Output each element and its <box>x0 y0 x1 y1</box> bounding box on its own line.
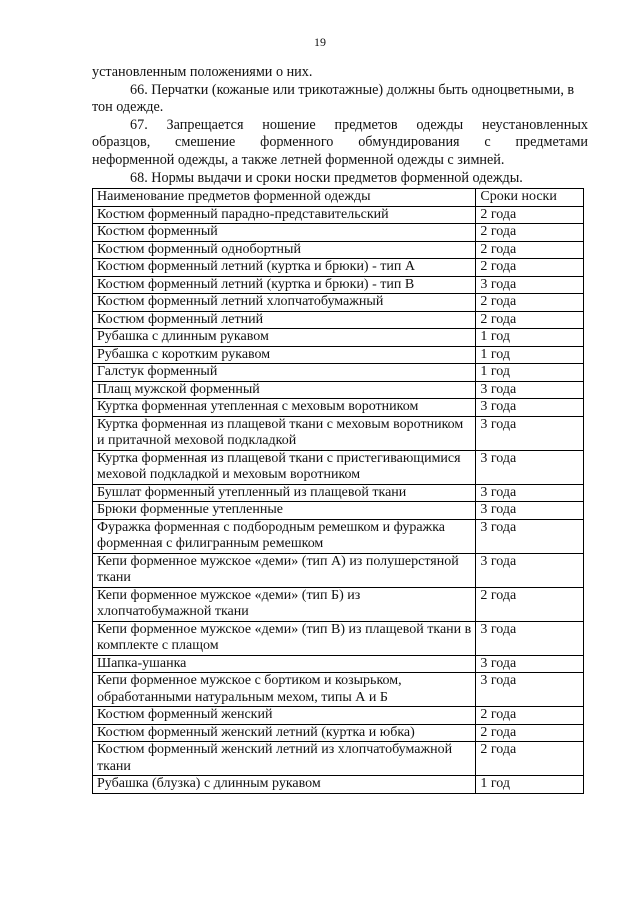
header-wear-period: Сроки носки <box>476 189 584 207</box>
page-number: 19 <box>314 35 326 49</box>
cell-item-name: Куртка форменная из плащевой ткани с пристегивающимися меховой подкладкой и меховым воротником <box>93 450 476 484</box>
table-header-row <box>93 189 584 207</box>
table-row <box>93 311 584 329</box>
table-row <box>93 707 584 725</box>
table-row <box>93 776 584 794</box>
table-row <box>93 621 584 655</box>
cell-item-name: Рубашка (блузка) с длинным рукавом <box>93 776 476 794</box>
body-text <box>92 64 588 187</box>
cell-item-name: Рубашка с коротким рукавом <box>93 346 476 364</box>
cell-item-name: Фуражка форменная с подбородным ремешком и фуражка форменная с филигранным ремешком <box>93 519 476 553</box>
cell-wear-period: 3 года <box>476 276 584 294</box>
cell-item-name: Кепи форменное мужское с бортиком и козырьком, обработанными натуральным мехом, типы А и Б <box>93 673 476 707</box>
cell-item-name: Шапка-ушанка <box>93 655 476 673</box>
cell-item-name: Костюм форменный летний <box>93 311 476 329</box>
paragraph-66: 66. Перчатки (кожаные или трикотажные) должны быть одноцветными, в тон одежде. <box>92 81 575 116</box>
cell-wear-period: 3 года <box>476 621 584 655</box>
table-row <box>93 655 584 673</box>
header-item-name: Наименование предметов форменной одежды <box>93 189 476 207</box>
cell-item-name: Костюм форменный женский летний (куртка и юбка) <box>93 724 476 742</box>
table-row <box>93 724 584 742</box>
cell-item-name: Костюм форменный <box>93 224 476 242</box>
table-row <box>93 502 584 520</box>
cell-item-name: Костюм форменный парадно-представительский <box>93 206 476 224</box>
cell-item-name: Куртка форменная из плащевой ткани с меховым воротником и притачной меховой подкладкой <box>93 416 476 450</box>
table-row <box>93 364 584 382</box>
table-row <box>93 241 584 259</box>
table-row <box>93 416 584 450</box>
table-row <box>93 206 584 224</box>
cell-wear-period: 2 года <box>476 259 584 277</box>
cell-wear-period: 2 года <box>476 311 584 329</box>
cell-wear-period: 2 года <box>476 241 584 259</box>
cell-wear-period: 3 года <box>476 450 584 484</box>
table-row <box>93 276 584 294</box>
cell-item-name: Костюм форменный женский <box>93 707 476 725</box>
table-row <box>93 484 584 502</box>
cell-wear-period: 3 года <box>476 673 584 707</box>
cell-item-name: Галстук форменный <box>93 364 476 382</box>
table-row <box>93 329 584 347</box>
cell-item-name: Рубашка с длинным рукавом <box>93 329 476 347</box>
table-row <box>93 553 584 587</box>
cell-item-name: Плащ мужской форменный <box>93 381 476 399</box>
cell-wear-period: 3 года <box>476 416 584 450</box>
cell-wear-period: 2 года <box>476 742 584 776</box>
cell-wear-period: 3 года <box>476 655 584 673</box>
table-row <box>93 673 584 707</box>
cell-item-name: Кепи форменное мужское «деми» (тип В) из плащевой ткани в комплекте с плащом <box>93 621 476 655</box>
cell-item-name: Костюм форменный летний хлопчатобумажный <box>93 294 476 312</box>
cell-item-name: Костюм форменный однобортный <box>93 241 476 259</box>
table-row <box>93 224 584 242</box>
cell-wear-period: 3 года <box>476 381 584 399</box>
cell-wear-period: 2 года <box>476 206 584 224</box>
cell-item-name: Кепи форменное мужское «деми» (тип Б) из хлопчатобумажной ткани <box>93 587 476 621</box>
table-row <box>93 742 584 776</box>
paragraph-67-line-1: 67. Запрещается ношение предметов одежды неустановленных <box>130 116 588 133</box>
table-row <box>93 294 584 312</box>
table-row <box>93 259 584 277</box>
cell-item-name: Куртка форменная утепленная с меховым воротником <box>93 399 476 417</box>
table-row <box>93 587 584 621</box>
cell-wear-period: 2 года <box>476 724 584 742</box>
paragraph-68: 68. Нормы выдачи и сроки носки предметов форменной одежды. <box>130 169 523 186</box>
cell-wear-period: 2 года <box>476 294 584 312</box>
cell-item-name: Кепи форменное мужское «деми» (тип А) из полушерстяной ткани <box>93 553 476 587</box>
uniform-norms-table <box>92 188 584 794</box>
cell-wear-period: 3 года <box>476 502 584 520</box>
cell-wear-period: 3 года <box>476 484 584 502</box>
cell-wear-period: 3 года <box>476 519 584 553</box>
cell-item-name: Костюм форменный летний (куртка и брюки) - тип А <box>93 259 476 277</box>
cell-wear-period: 1 год <box>476 346 584 364</box>
cell-item-name: Бушлат форменный утепленный из плащевой ткани <box>93 484 476 502</box>
cell-wear-period: 2 года <box>476 224 584 242</box>
cell-item-name: Брюки форменные утепленные <box>93 502 476 520</box>
cell-wear-period: 1 год <box>476 364 584 382</box>
cell-wear-period: 3 года <box>476 553 584 587</box>
table-row <box>93 450 584 484</box>
table-row <box>93 381 584 399</box>
table-row <box>93 519 584 553</box>
paragraph-67-line-3: неформенной одежды, а также летней форменной одежды с зимней. <box>92 151 505 168</box>
paragraph-continuation: установленным положениями о них. <box>92 64 313 80</box>
cell-wear-period: 3 года <box>476 399 584 417</box>
table-body <box>93 206 584 793</box>
cell-wear-period: 2 года <box>476 707 584 725</box>
cell-wear-period: 2 года <box>476 587 584 621</box>
cell-wear-period: 1 год <box>476 329 584 347</box>
cell-wear-period: 1 год <box>476 776 584 794</box>
cell-item-name: Костюм форменный женский летний из хлопчатобумажной ткани <box>93 742 476 776</box>
table-row <box>93 346 584 364</box>
paragraph-67-line-2: образцов, смешение форменного обмундирования с предметами <box>92 134 588 151</box>
cell-item-name: Костюм форменный летний (куртка и брюки) - тип В <box>93 276 476 294</box>
table-row <box>93 399 584 417</box>
